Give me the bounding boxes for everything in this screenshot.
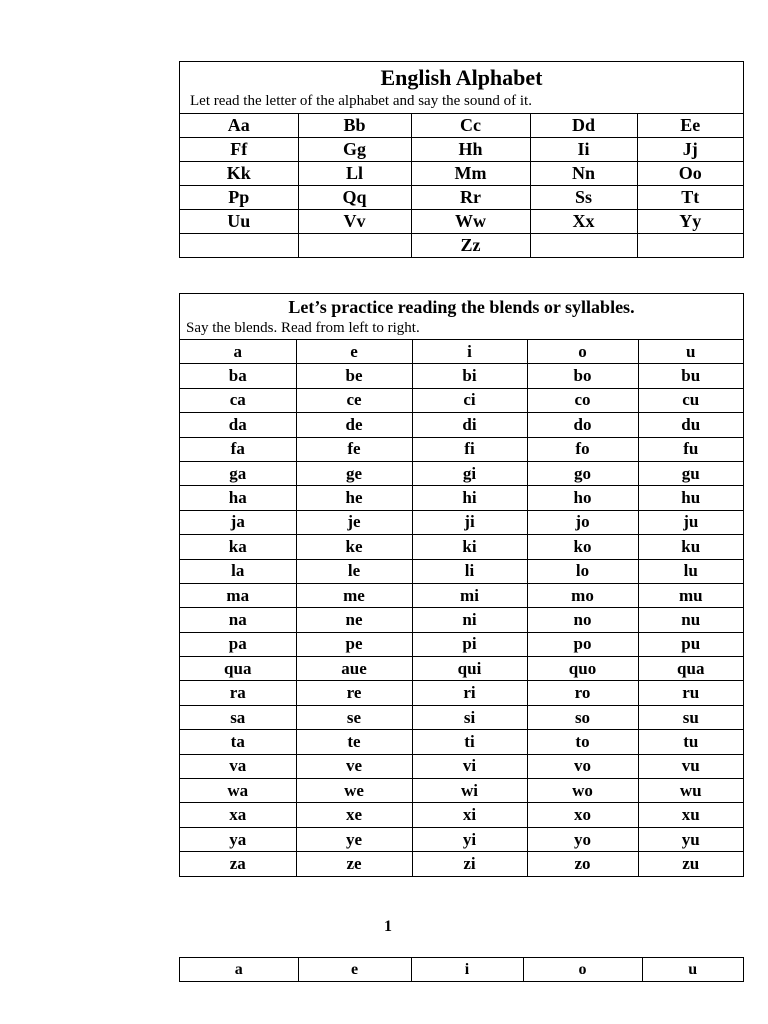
table-cell: xo [527,803,638,827]
table-cell: du [638,413,743,437]
table-row [180,827,743,851]
table-cell: la [180,559,296,583]
table-cell: Bb [298,114,411,138]
table-cell: wu [638,779,743,803]
table-cell: ni [412,608,527,632]
alphabet-title: English Alphabet [380,65,543,90]
table-cell: zo [527,852,638,876]
table-cell: we [296,779,412,803]
table-cell: gu [638,461,743,485]
table-cell: lo [527,559,638,583]
table-cell: bu [638,364,743,388]
table-cell: mu [638,583,743,607]
table-cell: gi [412,461,527,485]
table-cell: Ff [180,138,298,162]
table-cell: hu [638,486,743,510]
table-row [180,803,743,827]
table-cell: tu [638,730,743,754]
table-cell: li [412,559,527,583]
table-cell: yi [412,827,527,851]
table-cell: ta [180,730,296,754]
table-cell: a [180,340,296,364]
table-cell: le [296,559,412,583]
alphabet-table-body [180,114,743,257]
table-cell: nu [638,608,743,632]
table-cell: ku [638,535,743,559]
table-cell: u [642,958,743,981]
table-cell: be [296,364,412,388]
table-cell: o [523,958,642,981]
table-cell: wi [412,779,527,803]
table-cell [298,234,411,258]
table-cell: vi [412,754,527,778]
table-cell: ru [638,681,743,705]
page-number: 1 [384,918,392,935]
table-cell: ne [296,608,412,632]
table-cell: o [527,340,638,364]
table-cell: ti [412,730,527,754]
table-row [180,437,743,461]
table-cell: i [411,958,523,981]
table-cell: ro [527,681,638,705]
table-row [180,186,743,210]
table-cell: za [180,852,296,876]
table-cell: sa [180,705,296,729]
table-cell: Ee [637,114,743,138]
vowels-table-body [180,958,743,981]
table-row [180,162,743,186]
table-cell: Ll [298,162,411,186]
table-cell: qua [180,657,296,681]
table-cell: di [412,413,527,437]
table-row [180,340,743,364]
table-row [180,461,743,485]
table-cell: Ii [530,138,637,162]
vowels-table [180,958,743,981]
table-cell: ge [296,461,412,485]
table-cell: Pp [180,186,298,210]
table-cell [530,234,637,258]
table-cell: ri [412,681,527,705]
table-cell: Rr [411,186,530,210]
table-cell: Xx [530,210,637,234]
table-cell: do [527,413,638,437]
table-cell: ze [296,852,412,876]
table-cell: te [296,730,412,754]
table-cell: fo [527,437,638,461]
table-cell: ye [296,827,412,851]
table-cell: da [180,413,296,437]
table-cell: Yy [637,210,743,234]
table-cell: ka [180,535,296,559]
table-cell: i [412,340,527,364]
table-cell: se [296,705,412,729]
table-row [180,234,743,258]
table-cell: ca [180,388,296,412]
table-row [180,779,743,803]
table-cell: no [527,608,638,632]
table-cell: Dd [530,114,637,138]
table-cell: co [527,388,638,412]
table-cell: ki [412,535,527,559]
table-cell: ja [180,510,296,534]
table-row [180,852,743,876]
table-cell: de [296,413,412,437]
table-cell: ra [180,681,296,705]
blends-header [180,294,743,340]
table-cell: zi [412,852,527,876]
table-cell: zu [638,852,743,876]
table-cell: yu [638,827,743,851]
table-cell: mi [412,583,527,607]
table-cell: hi [412,486,527,510]
table-row [180,608,743,632]
table-cell: Tt [637,186,743,210]
table-cell: lu [638,559,743,583]
table-cell: Jj [637,138,743,162]
table-cell: ya [180,827,296,851]
table-cell: e [296,340,412,364]
table-cell: xi [412,803,527,827]
table-row [180,730,743,754]
table-cell: qua [638,657,743,681]
table-cell: bo [527,364,638,388]
table-cell: Qq [298,186,411,210]
table-cell: ba [180,364,296,388]
table-cell: fu [638,437,743,461]
table-row [180,958,743,981]
table-cell: ho [527,486,638,510]
blends-table [180,340,743,876]
table-cell: a [180,958,298,981]
table-cell: to [527,730,638,754]
alphabet-instruction: Let read the letter of the alphabet and say the sound of it. [190,93,532,109]
table-cell: ji [412,510,527,534]
table-cell: wo [527,779,638,803]
table-cell: Kk [180,162,298,186]
table-cell: me [296,583,412,607]
table-cell: he [296,486,412,510]
table-cell: fi [412,437,527,461]
table-cell: pa [180,632,296,656]
table-row [180,486,743,510]
table-cell: u [638,340,743,364]
table-cell: ce [296,388,412,412]
table-cell: xa [180,803,296,827]
table-row [180,705,743,729]
table-cell: na [180,608,296,632]
table-cell: ci [412,388,527,412]
table-cell: pi [412,632,527,656]
blends-instruction: Say the blends. Read from left to right. [186,320,420,336]
table-cell: Cc [411,114,530,138]
table-cell: ha [180,486,296,510]
table-cell: vo [527,754,638,778]
table-cell: xe [296,803,412,827]
table-row [180,559,743,583]
table-cell: su [638,705,743,729]
blends-table-box [179,293,744,877]
table-cell: ve [296,754,412,778]
table-row [180,138,743,162]
table-cell: fa [180,437,296,461]
table-row [180,364,743,388]
alphabet-table-box [179,61,744,258]
table-cell: jo [527,510,638,534]
table-cell: cu [638,388,743,412]
table-cell: Zz [411,234,530,258]
table-cell: fe [296,437,412,461]
table-cell: Ss [530,186,637,210]
table-cell: aue [296,657,412,681]
table-cell: je [296,510,412,534]
table-cell: Gg [298,138,411,162]
table-cell: bi [412,364,527,388]
table-row [180,657,743,681]
table-cell: so [527,705,638,729]
table-cell: ju [638,510,743,534]
table-cell [180,234,298,258]
table-row [180,754,743,778]
table-row [180,114,743,138]
vowels-table-box [179,957,744,982]
table-cell: ga [180,461,296,485]
table-row [180,510,743,534]
table-row [180,583,743,607]
table-cell: re [296,681,412,705]
table-cell: xu [638,803,743,827]
blends-table-body [180,340,743,876]
table-cell [637,234,743,258]
table-row [180,632,743,656]
table-cell: po [527,632,638,656]
table-cell: yo [527,827,638,851]
table-cell: Uu [180,210,298,234]
table-cell: pu [638,632,743,656]
table-row [180,413,743,437]
table-cell: Mm [411,162,530,186]
table-cell: ke [296,535,412,559]
table-cell: wa [180,779,296,803]
table-cell: si [412,705,527,729]
table-cell: Oo [637,162,743,186]
table-cell: quo [527,657,638,681]
table-row [180,388,743,412]
table-cell: Ww [411,210,530,234]
alphabet-header [180,62,743,114]
table-cell: va [180,754,296,778]
table-cell: pe [296,632,412,656]
table-cell: qui [412,657,527,681]
table-cell: go [527,461,638,485]
table-cell: vu [638,754,743,778]
table-cell: e [298,958,411,981]
table-cell: Vv [298,210,411,234]
table-cell: mo [527,583,638,607]
table-cell: ko [527,535,638,559]
table-cell: Nn [530,162,637,186]
table-row [180,210,743,234]
table-cell: Aa [180,114,298,138]
blends-title: Let’s practice reading the blends or syllables. [288,297,635,317]
table-cell: ma [180,583,296,607]
table-row [180,535,743,559]
alphabet-table [180,114,743,257]
table-row [180,681,743,705]
table-cell: Hh [411,138,530,162]
